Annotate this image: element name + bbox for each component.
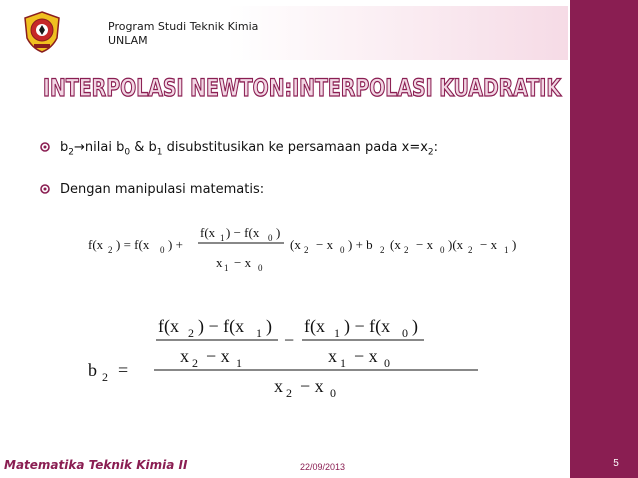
svg-text:f(x: f(x xyxy=(158,316,179,336)
header-band xyxy=(0,6,568,60)
svg-text:1: 1 xyxy=(220,233,225,243)
svg-text:) = f(x: ) = f(x xyxy=(116,237,150,252)
svg-text:2: 2 xyxy=(108,245,113,255)
svg-text:0: 0 xyxy=(340,245,345,255)
svg-text:): ) xyxy=(412,316,418,336)
svg-text:0: 0 xyxy=(440,245,445,255)
svg-text:0: 0 xyxy=(258,263,263,273)
bullet-1-text: $b_2\to nilai$ $b_0$ & $b_1$ disubstitusikan ke persamaan pada $x=x_2$: xyxy=(60,140,439,158)
svg-text:) + b: ) + b xyxy=(348,237,373,252)
svg-text:−: − xyxy=(284,330,295,350)
svg-text:2: 2 xyxy=(468,245,473,255)
svg-text:): ) xyxy=(266,316,272,336)
svg-text:) − f(x: ) − f(x xyxy=(198,316,245,336)
svg-text:0: 0 xyxy=(268,233,273,243)
slide-title-text: INTERPOLASI NEWTON:INTERPOLASI KUADRATIK xyxy=(43,74,563,102)
svg-text:) +: ) + xyxy=(168,237,183,252)
svg-text:− x: − x xyxy=(234,255,252,270)
bullet-diamond-icon xyxy=(40,184,50,194)
svg-text:x: x xyxy=(180,346,189,366)
svg-text:1: 1 xyxy=(256,326,262,340)
page-number: 5 xyxy=(613,458,619,469)
svg-text:0: 0 xyxy=(384,356,390,370)
svg-text:) − f(x: ) − f(x xyxy=(226,225,260,240)
svg-text:1: 1 xyxy=(236,356,242,370)
institution-line1: Program Studi Teknik Kimia xyxy=(108,20,259,33)
equation-b2 xyxy=(88,306,508,406)
university-logo xyxy=(22,10,62,54)
svg-text:): ) xyxy=(276,225,281,240)
svg-text:1: 1 xyxy=(334,326,340,340)
svg-text:− x: − x xyxy=(416,237,434,252)
institution-line2: UNLAM xyxy=(108,34,148,47)
svg-text:1: 1 xyxy=(340,356,346,370)
svg-text:f(x: f(x xyxy=(88,237,104,252)
svg-text:2: 2 xyxy=(380,245,385,255)
svg-text:2: 2 xyxy=(304,245,309,255)
svg-text:): ) xyxy=(512,237,517,252)
svg-text:(x: (x xyxy=(390,237,401,252)
svg-text:0: 0 xyxy=(160,245,165,255)
svg-text:=: = xyxy=(118,360,129,380)
svg-text:1: 1 xyxy=(504,245,509,255)
svg-text:0: 0 xyxy=(402,326,408,340)
svg-text:)(x: )(x xyxy=(448,237,464,252)
svg-text:0: 0 xyxy=(330,386,336,400)
footer-course-title: Matematika Teknik Kimia II xyxy=(4,458,188,472)
right-accent-bar xyxy=(570,0,638,478)
equation-newton-quadratic xyxy=(88,197,548,287)
svg-text:f(x: f(x xyxy=(304,316,325,336)
footer-date: 22/09/2013 xyxy=(300,462,346,472)
institution-name xyxy=(108,20,258,48)
svg-text:x: x xyxy=(328,346,337,366)
svg-text:2: 2 xyxy=(188,326,194,340)
svg-text:− x: − x xyxy=(316,237,334,252)
svg-text:f(x: f(x xyxy=(200,225,216,240)
svg-text:2: 2 xyxy=(102,370,108,384)
svg-text:x: x xyxy=(216,255,223,270)
svg-text:(x: (x xyxy=(290,237,301,252)
svg-text:− x: − x xyxy=(480,237,498,252)
svg-text:2: 2 xyxy=(192,356,198,370)
svg-text:b: b xyxy=(88,360,97,380)
svg-text:1: 1 xyxy=(224,263,229,273)
svg-text:− x: − x xyxy=(354,346,378,366)
svg-text:− x: − x xyxy=(300,376,324,396)
svg-text:− x: − x xyxy=(206,346,230,366)
svg-text:2: 2 xyxy=(404,245,409,255)
bullet-2-text: Dengan manipulasi matematis: xyxy=(60,182,265,197)
bullet-diamond-icon xyxy=(40,142,50,152)
svg-text:2: 2 xyxy=(286,386,292,400)
slide-title xyxy=(42,71,562,103)
svg-text:) − f(x: ) − f(x xyxy=(344,316,391,336)
svg-text:x: x xyxy=(274,376,283,396)
